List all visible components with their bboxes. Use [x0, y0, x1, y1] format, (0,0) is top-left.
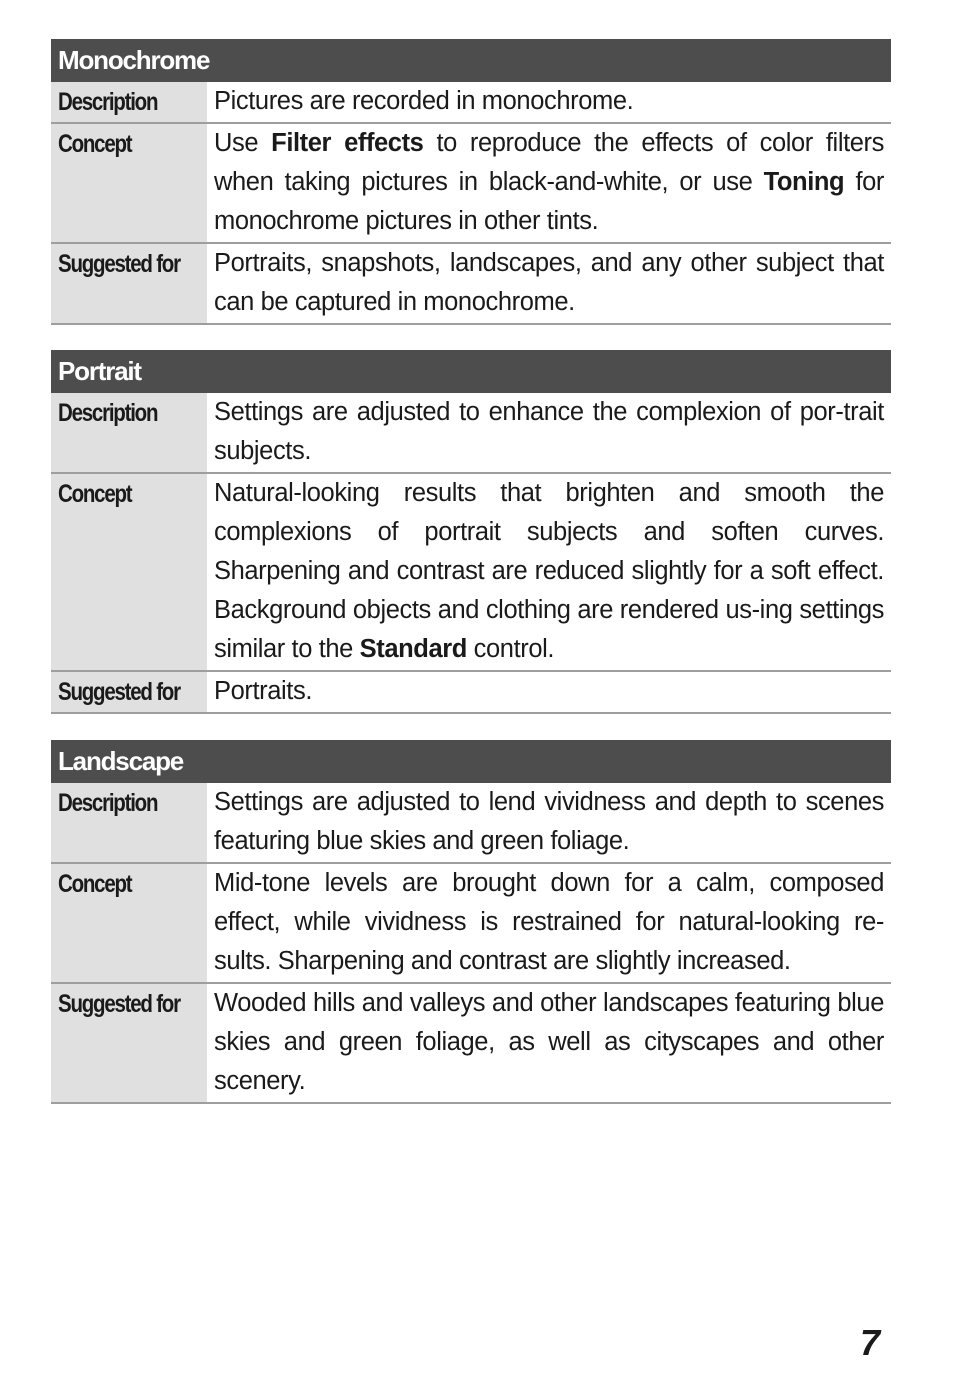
row-description	[51, 783, 891, 864]
section-landscape	[51, 740, 891, 1104]
page-number: 7	[860, 1322, 881, 1363]
row-label: Description	[58, 88, 158, 116]
section-monochrome	[51, 39, 891, 325]
row-suggested-for	[51, 672, 891, 714]
row-suggested-for	[51, 244, 891, 325]
row-label: Concept	[58, 130, 132, 158]
row-text: Mid-tone levels are brought down for a calm, composed effect, while vividness is restrained for natural-looking re-sults. Sharpening and contrast are slightly increased.	[214, 869, 884, 975]
row-text: Portraits.	[214, 677, 313, 705]
section-portrait	[51, 350, 891, 714]
row-label: Description	[58, 399, 158, 427]
row-text: Settings are adjusted to enhance the complexion of por-trait subjects.	[214, 398, 884, 465]
row-concept	[51, 864, 891, 984]
row-text: Natural-looking results that brighten and smooth the complexions of portrait subjects and soften curves. Sharpening and contrast are reduced slightly for a soft effect. Background objects and clothing are rendered us-ing settings similar to the Standard control.	[214, 479, 884, 663]
bold-term: Filter effects	[271, 129, 424, 157]
row-concept	[51, 474, 891, 672]
row-description	[51, 393, 891, 474]
section-title: Landscape	[51, 740, 891, 783]
row-concept	[51, 124, 891, 244]
section-title: Monochrome	[51, 39, 891, 82]
row-text: Settings are adjusted to lend vividness and depth to scenes featuring blue skies and green foliage.	[214, 788, 884, 855]
row-label: Suggested for	[58, 678, 180, 706]
row-label: Concept	[58, 480, 132, 508]
row-text: Portraits, snapshots, landscapes, and any other subject that can be captured in monochrome.	[214, 249, 884, 316]
row-description	[51, 82, 891, 124]
row-label: Description	[58, 789, 158, 817]
bold-term: Toning	[763, 168, 845, 196]
row-suggested-for	[51, 984, 891, 1104]
row-text: Pictures are recorded in monochrome.	[214, 87, 634, 115]
row-text: Wooded hills and valleys and other landscapes featuring blue skies and green foliage, as well as cityscapes and other scenery.	[214, 989, 884, 1095]
row-label: Concept	[58, 870, 132, 898]
row-label: Suggested for	[58, 990, 180, 1018]
bold-term: Standard	[359, 635, 467, 663]
row-label: Suggested for	[58, 250, 180, 278]
row-text: Use Filter effects to reproduce the effects of color filters when taking pictures in black-and-white, or use Toning for monochrome pictures in other tints.	[214, 129, 885, 235]
section-title: Portrait	[51, 350, 891, 393]
